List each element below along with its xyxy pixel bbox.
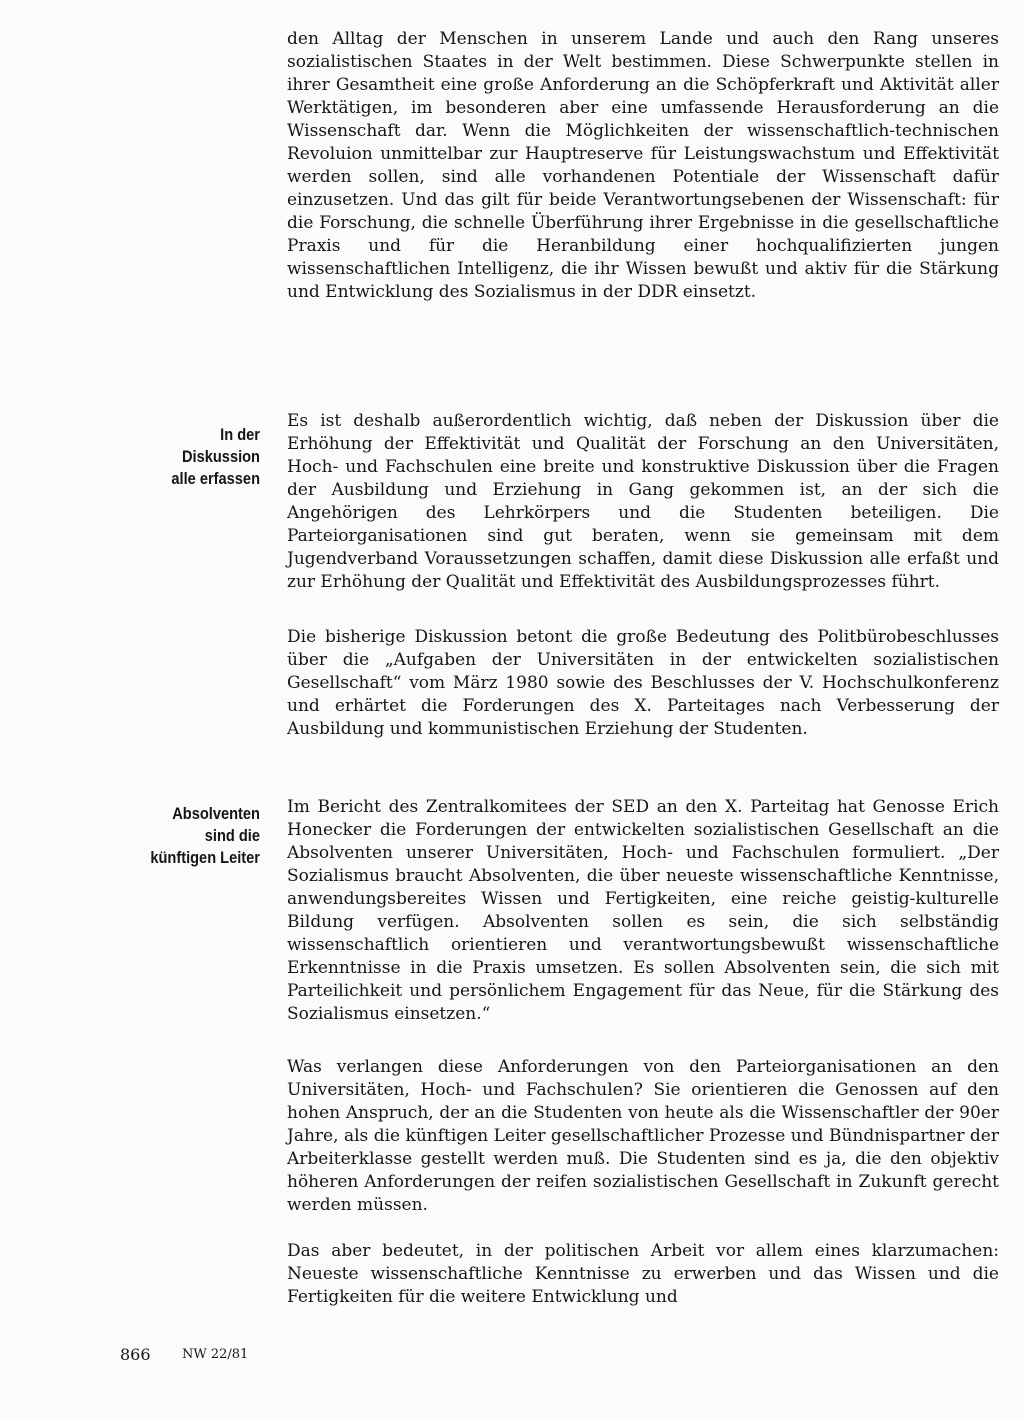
margin-note-line: alle erfassen [171,469,260,488]
margin-note-graduates [131,803,260,869]
margin-note-discussion [131,424,260,490]
paragraph-3: Die bisherige Diskussion betont die große Bedeutung des Politbürobeschlusses über die „Aufgaben der Universitäten in der entwickelten sozialistischen Gesellschaft“ vom März 1980 sowie des Beschlusses der V. Hochschulkonferenz und erhärtet die Forderungen des X. Parteitages nach Verbesserung der Ausbildung und kommunistischen Erziehung der Studenten. [287,627,999,739]
page-number: 866 [120,1345,151,1364]
margin-note-line: künftigen Leiter [150,848,260,867]
issue-reference: NW 22/81 [182,1347,249,1362]
paragraph-5: Was verlangen diese Anforderungen von den Parteiorganisationen an den Universitäten, Hoch- und Fachschulen? Sie orientieren die Genossen auf den hohen Anspruch, der an die Studenten von heute als die Wissenschaftler der 90er Jahre, als die künftigen Leiter gesellschaftlicher Prozesse und Bündnispartner der Arbeiterklasse gestellt werden muß. Die Studenten sind es ja, die den objektiv höheren Anforderungen der reifen sozialistischen Gesellschaft in Zukunft gerecht werden müssen. [287,1057,999,1215]
margin-note-line: In der [220,425,260,444]
margin-note-line: Absolventen [172,804,260,823]
paragraph-6: Das aber bedeutet, in der politischen Arbeit vor allem eines klarzumachen: Neueste wissenschaftliche Kenntnisse zu erwerben und das Wissen und die Fertigkeiten für die weitere Entwicklung und [287,1241,999,1307]
margin-note-line: Diskussion [181,447,260,466]
paragraph-2: Es ist deshalb außerordentlich wichtig, daß neben der Diskussion über die Erhöhung der Effektivität und Qualität der Forschung an den Universitäten, Hoch- und Fachschulen eine breite und konstruktive Diskussion über die Fragen der Ausbildung und Erziehung in Gang gekommen ist, an der sich die Angehörigen des Lehrkörpers und die Studenten beteiligen. Die Parteiorganisationen sind gut beraten, wenn sie gemeinsam mit dem Jugendverband Voraussetzungen schaffen, damit diese Diskussion alle erfaßt und zur Erhöhung der Qualität und Effektivität des Ausbildungsprozesses führt. [287,411,999,592]
paragraph-4: Im Bericht des Zentralkomitees der SED an den X. Parteitag hat Genosse Erich Honecker die Forderungen der entwickelten sozialistischen Gesellschaft an die Absolventen unserer Universitäten, Hoch- und Fachschulen formuliert. „Der Sozialismus braucht Absolventen, die über neueste wissenschaftliche Kenntnisse, anwendungsbereites Wissen und Fertigkeiten, eine reiche geistig-kulturelle Bildung verfügen. Absolventen sollen es sein, die sich selbständig wissenschaftlich orientieren und verantwortungsbewußt wissenschaftliche Erkenntnisse in die Praxis umsetzen. Es sollen Absolventen sein, die sich mit Parteilichkeit und persönlichem Engagement für das Neue, für die Stärkung des Sozialismus einsetzen.“ [287,797,999,1024]
paragraph-1: den Alltag der Menschen in unserem Lande und auch den Rang unseres sozialistischen Staates in der Welt bestimmen. Diese Schwerpunkte stellen in ihrer Gesamtheit eine große Anforderung an die Schöpferkraft und Aktivität aller Werktätigen, im besonderen aber eine umfassende Herausforderung an die Wissenschaft dar. Wenn die Möglichkeiten der wissenschaftlich-technischen Revoluion unmittelbar zur Hauptreserve für Leistungswachstum und Effektivität werden sollen, sind alle vorhandenen Potentiale der Wissenschaft dafür einzusetzen. Und das gilt für beide Verantwortungsebenen der Wissenschaft: für die Forschung, die schnelle Überführung ihrer Ergebnisse in die gesellschaftliche Praxis und für die Heranbildung einer hochqualifizierten jungen wissenschaftlichen Intelligenz, die ihr Wissen bewußt und aktiv für die Stärkung und Entwicklung des Sozialismus in der DDR einsetzt. [287,29,999,302]
margin-note-line: sind die [204,826,260,845]
